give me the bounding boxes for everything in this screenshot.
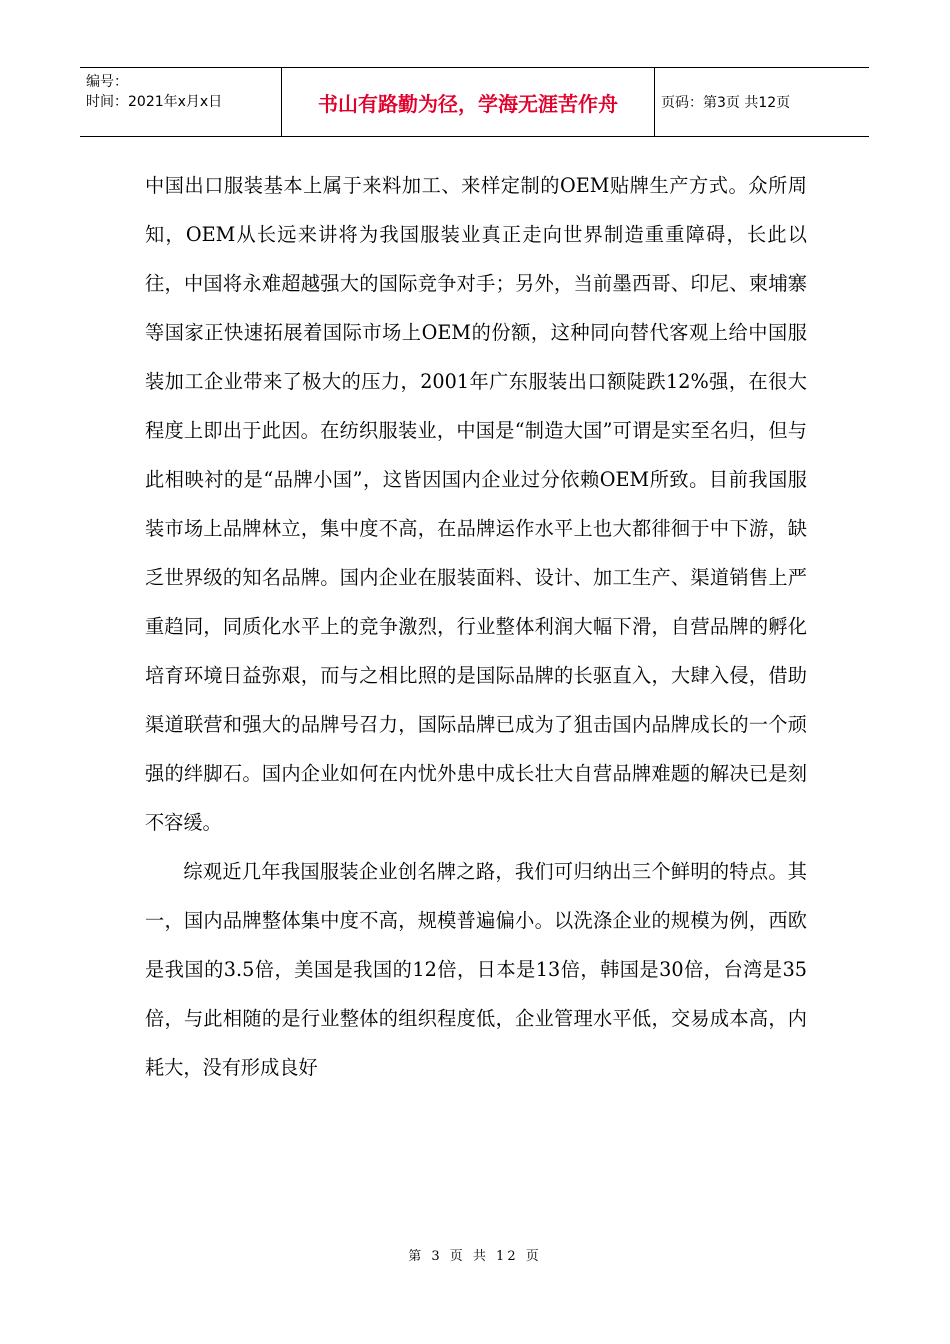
header-motto: 书山有路勤为径，学海无涯苦作舟 bbox=[282, 68, 655, 136]
page-header bbox=[80, 67, 869, 137]
paragraph-1: 中国出口服装基本上属于来料加工、来样定制的OEM贴牌生产方式。众所周知，OEM从长远来讲将为我国服装业真正走向世界制造重重障碍，长此以往，中国将永难超越强大的国际竞争对手；另外，当前墨西哥、印尼、柬埔寨等国家正快速拓展着国际市场上OEM的份额，这种同向替代客观上给中国服装加工企业带来了极大的压力，2001年广东服装出口额陡跌12%强，在很大程度上即出于此因。在纺织服装业，中国是“制造大国”可谓是实至名归，但与此相映衬的是“品牌小国”，这皆因国内企业过分依赖OEM所致。目前我国服装市场上品牌林立，集中度不高，在品牌运作水平上也大都徘徊于中下游，缺乏世界级的知名品牌。国内企业在服装面料、设计、加工生产、渠道销售上严重趋同，同质化水平上的竞争激烈，行业整体利润大幅下滑，自营品牌的孵化培育环境日益弥艰，而与之相比照的是国际品牌的长驱直入，大肆入侵，借助渠道联营和强大的品牌号召力，国际品牌已成为了狙击国内品牌成长的一个顽强的绊脚石。国内企业如何在内忧外患中成长壮大自营品牌难题的解决已是刻不容缓。 bbox=[145, 174, 807, 834]
document-number-label: 编号： bbox=[86, 74, 128, 90]
document-date: 时间：2021年x月x日 bbox=[86, 94, 223, 110]
header-page-info: 页码：第3页 共12页 bbox=[661, 95, 791, 111]
document-body bbox=[145, 161, 807, 1092]
paragraph-2: 综观近几年我国服装企业创名牌之路，我们可归纳出三个鲜明的特点。其一，国内品牌整体集中度不高，规模普遍偏小。以洗涤企业的规模为例，西欧是我国的3.5倍，美国是我国的12倍，日本是13倍，韩国是30倍，台湾是35倍，与此相随的是行业整体的组织程度低，企业管理水平低，交易成本高，内耗大，没有形成良好 bbox=[145, 860, 807, 1079]
page-footer: 第 3 页 共 12 页 bbox=[408, 1249, 542, 1264]
header-meta bbox=[80, 68, 282, 136]
